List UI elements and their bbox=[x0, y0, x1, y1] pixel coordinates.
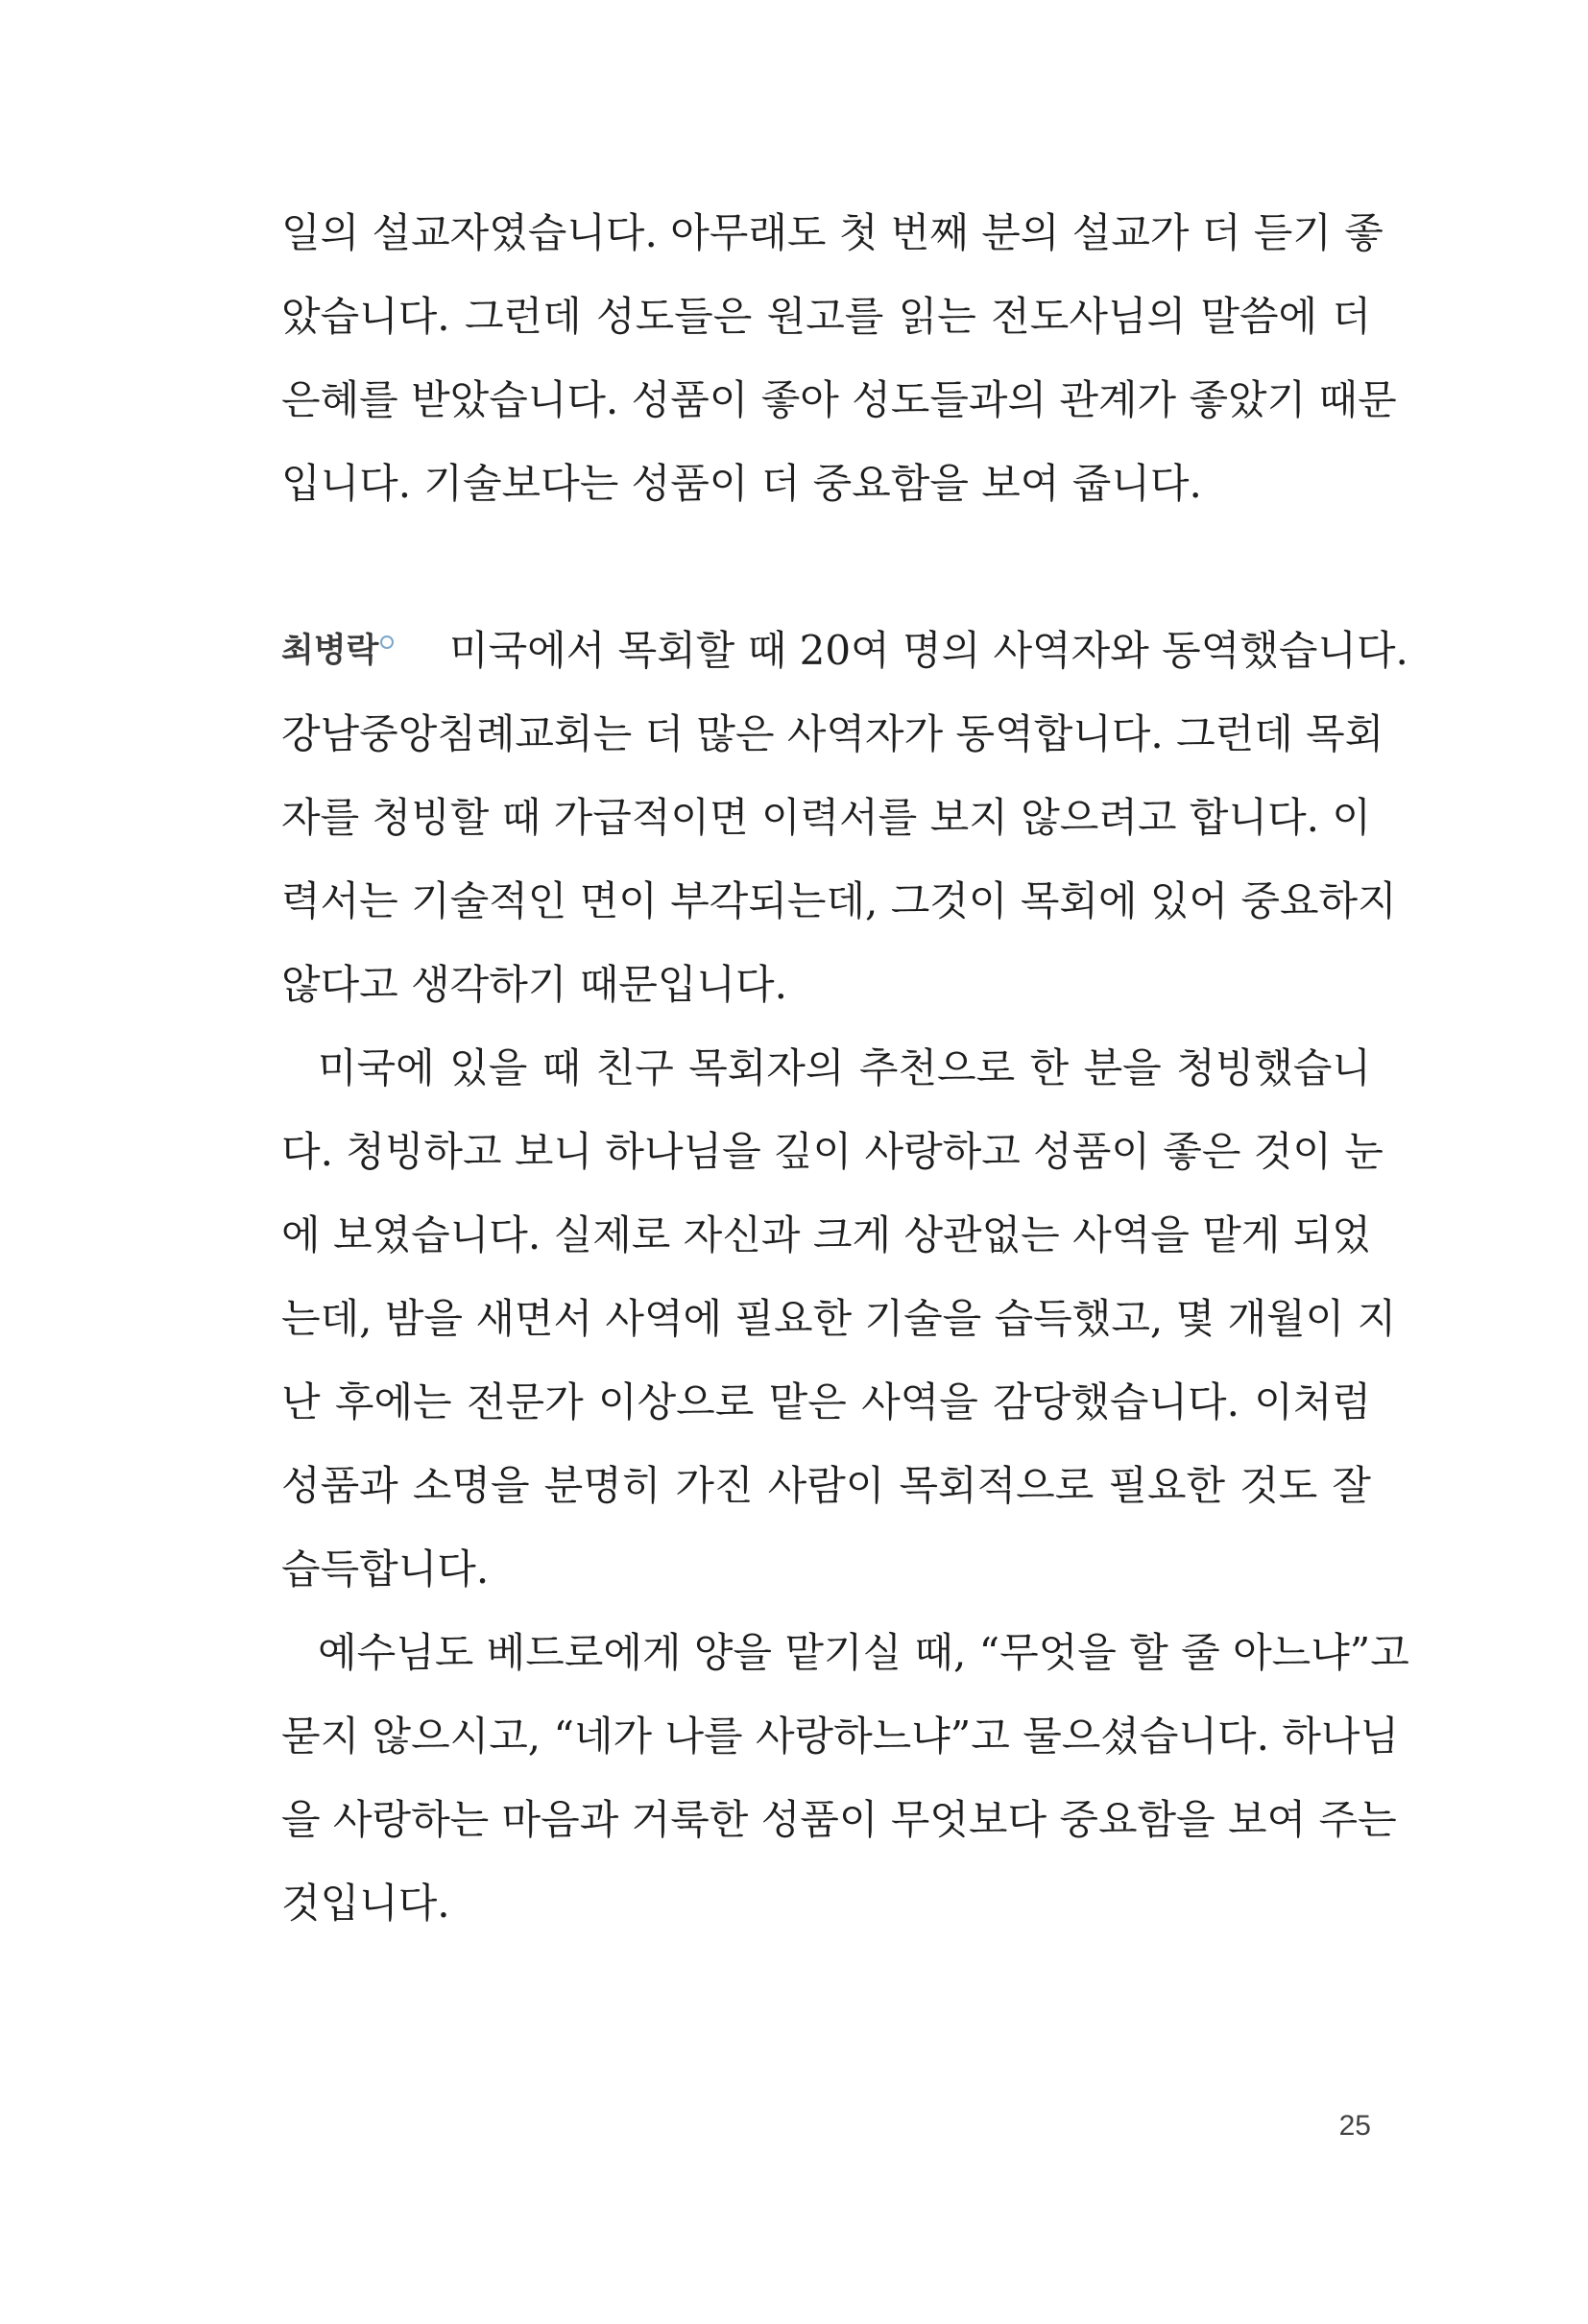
paragraph-1-line: 입니다. 기술보다는 성품이 더 중요함을 보여 줍니다. bbox=[281, 460, 1202, 507]
paragraph-2-line: 미국에서 목회할 때 20여 명의 사역자와 동역했습니다. bbox=[449, 627, 1408, 674]
paragraph-4-line: 을 사랑하는 마음과 거룩한 성품이 무엇보다 중요함을 보여 주는 bbox=[281, 1796, 1397, 1843]
paragraph-4-line: 예수님도 베드로에게 양을 맡기실 때, “무엇을 할 줄 아느냐”고 bbox=[318, 1629, 1409, 1676]
paragraph-4-line: 것입니다. bbox=[281, 1880, 450, 1927]
paragraph-2-line: 력서는 기술적인 면이 부각되는데, 그것이 목회에 있어 중요하지 bbox=[281, 877, 1397, 924]
paragraph-3-line: 는데, 밤을 새면서 사역에 필요한 기술을 습득했고, 몇 개월이 지 bbox=[281, 1295, 1397, 1342]
paragraph-3-line: 난 후에는 전문가 이상으로 맡은 사역을 감당했습니다. 이처럼 bbox=[281, 1378, 1371, 1426]
paragraph-1-line: 았습니다. 그런데 성도들은 원고를 읽는 전도사님의 말씀에 더 bbox=[281, 293, 1371, 340]
paragraph-2-line: 자를 청빙할 때 가급적이면 이력서를 보지 않으려고 합니다. 이 bbox=[281, 794, 1371, 841]
paragraph-1-line: 일의 설교자였습니다. 아무래도 첫 번째 분의 설교가 더 듣기 좋 bbox=[281, 209, 1383, 256]
paragraph-3-line: 미국에 있을 때 친구 목회자의 추천으로 한 분을 청빙했습니 bbox=[318, 1044, 1371, 1091]
paragraph-3-line: 다. 청빙하고 보니 하나님을 깊이 사랑하고 성품이 좋은 것이 눈 bbox=[281, 1128, 1383, 1175]
speaker-name: 최병락 bbox=[281, 632, 379, 670]
page-number: 25 bbox=[1338, 2110, 1371, 2142]
paragraph-2-line: 강남중앙침례교회는 더 많은 사역자가 동역합니다. 그런데 목회 bbox=[281, 710, 1384, 757]
paragraph-3-line: 성품과 소명을 분명히 가진 사람이 목회적으로 필요한 것도 잘 bbox=[281, 1462, 1371, 1509]
paragraph-3-line: 에 보였습니다. 실제로 자신과 크게 상관없는 사역을 맡게 되었 bbox=[281, 1211, 1371, 1258]
paragraph-3-line: 습득합니다. bbox=[281, 1545, 490, 1593]
circle-bullet-icon bbox=[380, 635, 394, 649]
paragraph-2-line: 않다고 생각하기 때문입니다. bbox=[281, 961, 787, 1008]
paragraph-1-line: 은혜를 받았습니다. 성품이 좋아 성도들과의 관계가 좋았기 때문 bbox=[281, 376, 1397, 423]
paragraph-4-line: 묻지 않으시고, “네가 나를 사랑하느냐”고 물으셨습니다. 하나님 bbox=[281, 1713, 1400, 1760]
